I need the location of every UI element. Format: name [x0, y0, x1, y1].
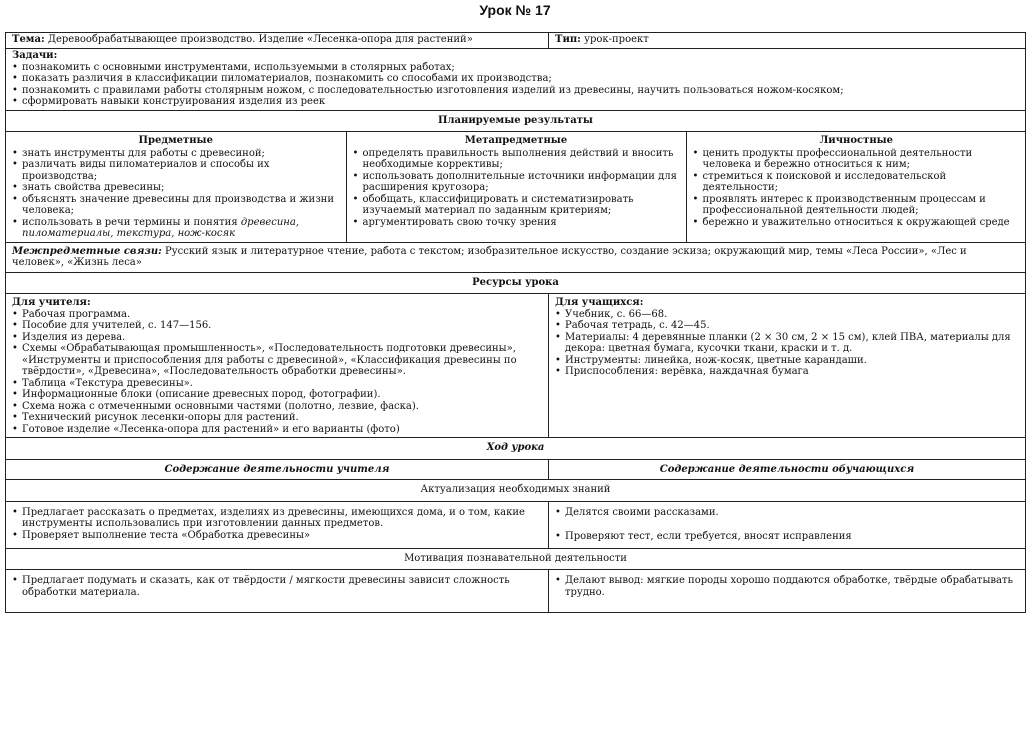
student-resource-item: • Материалы: 4 деревянные планки (2 × 30 см, 2 × 15 см), клей ПВА, материалы для декора: цветная бумага, кусочки ткани, краски и т. д.	[555, 332, 1019, 355]
topic-label: Тема:	[12, 34, 45, 45]
subject-results	[6, 132, 346, 242]
subject-result-item	[12, 217, 340, 240]
stage-student-list	[555, 575, 1019, 598]
course-heading-row	[6, 438, 1026, 460]
student-resources	[549, 294, 1026, 438]
lesson-type-value: урок-проект	[584, 34, 649, 45]
personal-results-list	[693, 148, 1021, 229]
stage-student-list	[555, 507, 1019, 543]
personal-result-item: • проявлять интерес к производственным процессам и профессиональной деятельности людей;	[693, 194, 1021, 217]
meta-result-item: • аргументировать свою точку зрения	[353, 217, 680, 229]
meta-result-item: • определять правильность выполнения действий и вносить необходимые коррективы;	[353, 148, 680, 171]
teacher-resource-item: • Пособие для учителей, с. 147—156.	[12, 320, 542, 332]
meta-results	[346, 132, 686, 242]
subject-result-item: • знать свойства древесины;	[12, 182, 340, 194]
personal-results-heading: Личностные	[819, 135, 894, 146]
stage-title-row	[6, 480, 1026, 502]
personal-results	[686, 132, 1026, 242]
planned-heading-row	[6, 110, 1026, 132]
subject-result-terms: древесина, пиломатериалы, текстура, нож-косяк	[22, 216, 300, 239]
teacher-resource-item: • Рабочая программа.	[12, 309, 542, 321]
subject-results-heading: Предметные	[138, 135, 213, 146]
stage-teacher-activity	[6, 570, 549, 613]
lesson-type-cell	[549, 33, 1026, 49]
resources-heading-row	[6, 272, 1026, 294]
stage-student-item: • Делятся своими рассказами.	[555, 507, 1019, 519]
interdisciplinary-label: Межпредметные связи:	[12, 245, 162, 257]
stage-student-item: • Делают вывод: мягкие породы хорошо поддаются обработке, твёрдые обрабатывать трудно.	[555, 575, 1019, 598]
planned-heading: Планируемые результаты	[6, 110, 1026, 132]
personal-result-item: • ценить продукты профессиональной деятельности человека и бережно относиться к ним;	[693, 148, 1021, 171]
teacher-resource-item: • Изделия из дерева.	[12, 332, 542, 344]
planned-results-grid	[6, 132, 1026, 242]
tasks-cell	[6, 49, 1026, 111]
stage-student-activity	[549, 501, 1026, 548]
stage-title: Актуализация необходимых знаний	[6, 480, 1026, 502]
teacher-resource-item: • Таблица «Текстура древесины».	[12, 378, 542, 390]
lesson-type-label: Тип:	[555, 34, 581, 45]
tasks-label: Задачи:	[12, 50, 58, 61]
stage-title-row	[6, 548, 1026, 570]
meta-results-list	[353, 148, 680, 229]
teacher-resource-item: • Готовое изделие «Лесенка-опора для растений» и его варианты (фото)	[12, 424, 542, 436]
stage-title: Мотивация познавательной деятельности	[6, 548, 1026, 570]
task-item: • познакомить с основными инструментами, используемыми в столярных работах;	[12, 62, 1019, 74]
student-activity-heading: Содержание деятельности обучающихся	[549, 459, 1026, 480]
interdisciplinary-row	[6, 242, 1026, 272]
resources-heading: Ресурсы урока	[6, 272, 1026, 294]
page-title: Урок № 17	[479, 2, 551, 18]
teacher-resources-label: Для учителя:	[12, 297, 91, 308]
teacher-resource-item: • Информационные блоки (описание древесных пород, фотографии).	[12, 389, 542, 401]
task-item: • показать различия в классификации пиломатериалов, познакомить со способами их производства;	[12, 73, 1019, 85]
tasks-list	[12, 62, 1019, 108]
topic-value: Деревообрабатывающее производство. Изделие «Лесенка-опора для растений»	[47, 34, 473, 45]
topic-cell	[6, 33, 549, 49]
teacher-resources-list	[12, 309, 542, 436]
stage-teacher-list	[12, 575, 542, 598]
subject-result-item: • объяснять значение древесины для производства и жизни человека;	[12, 194, 340, 217]
course-columns-row	[6, 459, 1026, 480]
stage-teacher-activity	[6, 501, 549, 548]
stage-teacher-item: • Предлагает подумать и сказать, как от твёрдости / мягкости древесины зависит сложность обработки материала.	[12, 575, 542, 598]
interdisciplinary-cell	[6, 242, 1026, 272]
student-resource-item: • Рабочая тетрадь, с. 42—45.	[555, 320, 1019, 332]
stage-row	[6, 501, 1026, 548]
teacher-resources	[6, 294, 549, 438]
resources-row	[6, 294, 1026, 438]
planned-results-container	[6, 132, 1026, 243]
meta-result-item: • использовать дополнительные источники информации для расширения кругозора;	[353, 171, 680, 194]
subject-result-item: • знать инструменты для работы с древесиной;	[12, 148, 340, 160]
stage-student-activity	[549, 570, 1026, 613]
interdisciplinary-value: Русский язык и литературное чтение, работа с текстом; изобразительное искусство, создание эскиза; окружающий мир, темы «Леса России», «Лес и человек», «Жизнь леса»	[12, 245, 967, 268]
tasks-row	[6, 49, 1026, 111]
topic-row	[6, 33, 1026, 49]
student-resources-label: Для учащихся:	[555, 297, 644, 308]
teacher-resource-item: • Схема ножа с отмеченными основными частями (полотно, лезвие, фаска).	[12, 401, 542, 413]
stage-student-item: • Проверяют тест, если требуется, вносят исправления	[555, 531, 1019, 543]
teacher-resource-item: • Технический рисунок лесенки-опоры для растений.	[12, 412, 542, 424]
meta-result-item: • обобщать, классифицировать и систематизировать изучаемый материал по заданным критериям;	[353, 194, 680, 217]
student-resource-item: • Инструменты: линейка, нож-косяк, цветные карандаши.	[555, 355, 1019, 367]
student-resource-item: • Учебник, с. 66—68.	[555, 309, 1019, 321]
subject-results-list	[12, 148, 340, 240]
lesson-plan-table	[5, 32, 1026, 613]
student-resources-list	[555, 309, 1019, 378]
planned-results-row	[6, 132, 1026, 243]
course-heading: Ход урока	[6, 438, 1026, 460]
personal-result-item: • стремиться к поисковой и исследовательской деятельности;	[693, 171, 1021, 194]
subject-result-item: • различать виды пиломатериалов и способы их производства;	[12, 159, 340, 182]
personal-result-item: • бережно и уважительно относиться к окружающей среде	[693, 217, 1021, 229]
teacher-activity-heading: Содержание деятельности учителя	[6, 459, 549, 480]
stage-teacher-item: • Проверяет выполнение теста «Обработка древесины»	[12, 530, 542, 542]
subject-result-item-text: использовать в речи термины и понятия	[22, 216, 241, 228]
teacher-resource-item: • Схемы «Обрабатывающая промышленность», «Последовательность подготовки древесины», «Инструменты и приспособления для работы с древесиной», «Классификация древесины по твёрдости», «Древесина», «Последовательность обработки древесины».	[12, 343, 542, 378]
meta-results-heading: Метапредметные	[464, 135, 568, 146]
task-item: • познакомить с правилами работы столярным ножом, с последовательностью изготовления изделий из древесины, научить пользоваться ножом-косяком;	[12, 85, 1019, 97]
student-resource-item: • Приспособления: верёвка, наждачная бумага	[555, 366, 1019, 378]
stage-row	[6, 570, 1026, 613]
stage-teacher-item: • Предлагает рассказать о предметах, изделиях из древесины, имеющихся дома, и о том, какие инструменты использовались при изготовлении данных предметов.	[12, 507, 542, 530]
stage-teacher-list	[12, 507, 542, 542]
task-item: • сформировать навыки конструирования изделия из реек	[12, 96, 1019, 108]
